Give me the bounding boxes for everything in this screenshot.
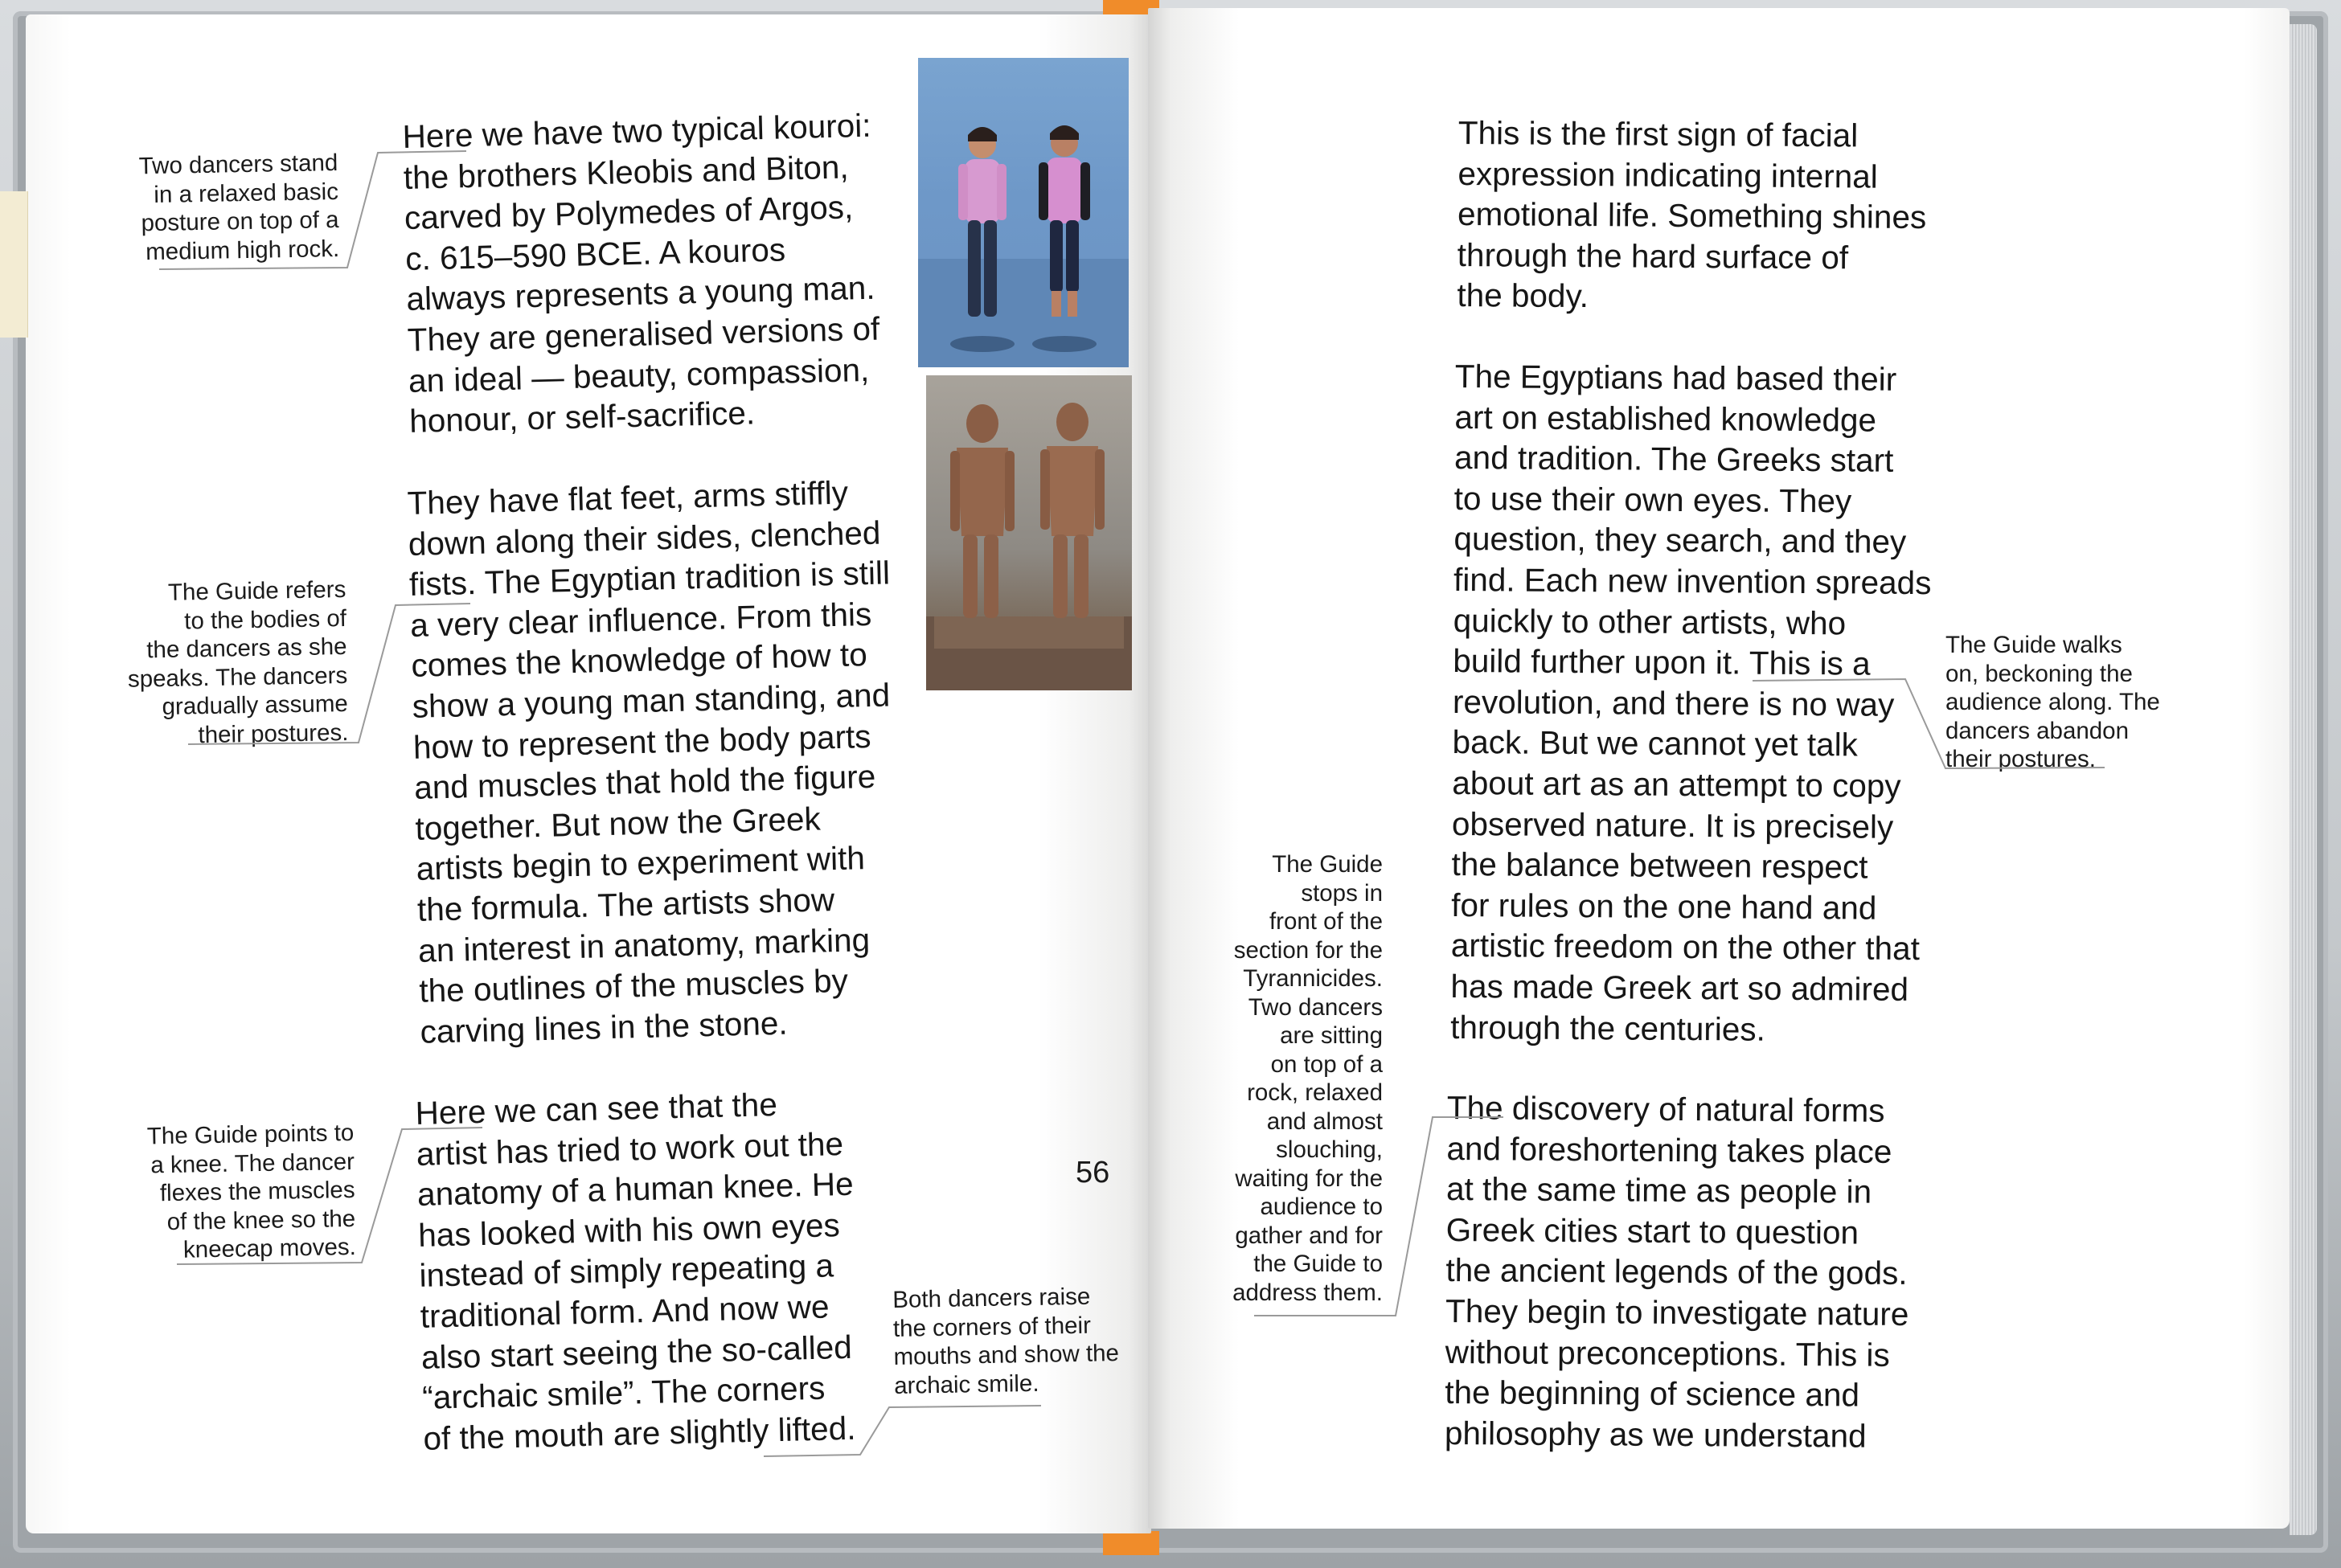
right-paragraph-1: This is the first sign of facial expression indicating internal emotional life. Something shines through the hard surface of the body. (1457, 113, 1927, 315)
left-paragraph-2: They have flat feet, arms stiffly down along their sides, clenched fists. The Egyptian tradition is still a very clear influence. From this comes the knowledge of how to show a young man standing, and how to represent the body parts and muscles that hold the figure together. But now the Greek artists begin to experiment with the formula. The artists show an interest in anatomy, marking the outlines of the muscles by carving lines in the stone. (407, 473, 891, 1050)
left-paragraph-1: Here we have two typical kouroi: the brothers Kleobis and Biton, carved by Polymedes of Argos, c. 615–590 BCE. A kouros always represents a young man. They are generalised versions of an ideal — beauty, compassion, honour, or self-sacrifice. (402, 106, 880, 440)
right-paragraph-2: The Egyptians had based their art on established knowledge and tradition. The Greeks start to use their own eyes. They question, they search, and they find. Each new invention spreads quickly to other artists, who build further upon it. This is a revolution, and there is no way back. But we cannot yet talk about art as an attempt to copy observed nature. It is precisely the balance between respect for rules on the one hand and artistic freedom on the other that has made Greek art so admired through the centuries. (1450, 357, 1932, 1048)
right-note-2: The Guide walks on, beckoning the audience along. The dancers abandon their postures. (1945, 632, 2160, 772)
page-number: 56 (1076, 1156, 1110, 1189)
left-note-4: Both dancers raise the corners of their mouths and show the archaic smile. (892, 1283, 1120, 1399)
left-note-1: Two dancers stand in a relaxed basic posture on top of a medium high rock. (138, 149, 340, 265)
left-paragraph-3: Here we can see that the artist has tried to work out the anatomy of a human knee. He has looked with his own eyes instead of simply repeating a traditional form. And now we also start seeing the so-called “archaic smile”. The corners of the mouth are slightly lifted. (415, 1085, 856, 1457)
left-note-3: The Guide points to a knee. The dancer flexes the muscles of the knee so the kneecap moves. (146, 1119, 357, 1263)
left-note-2: The Guide refers to the bodies of the dancers as she speaks. The dancers gradually assume their postures. (127, 575, 349, 748)
right-note-1: The Guide stops in front of the section for the Tyrannicides. Two dancers are sitting on top of a rock, relaxed and almost slouching, waiting for the audience to gather and for the Guide to address them. (1232, 851, 1383, 1306)
right-paragraph-3: The discovery of natural forms and foreshortening takes place at the same time as people in Greek cities start to question the ancient legends of the gods. They begin to investigate nature without preconceptions. This is the beginning of science and philosophy as we understand (1444, 1089, 1909, 1455)
